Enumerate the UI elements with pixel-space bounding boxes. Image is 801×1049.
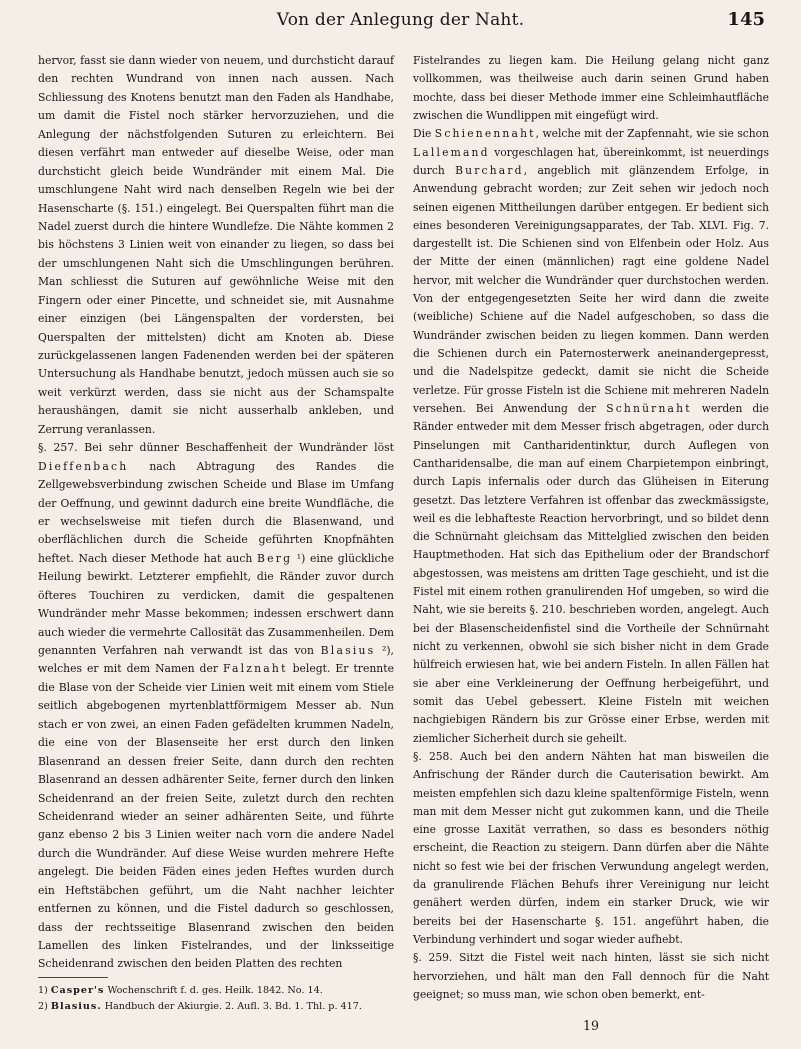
footnote-2: 2) Blasius. Handbuch der Akiurgie. 2. Aufl. 3. Bd. 1. Thl. p. 417. [38,1001,362,1012]
author-name: Lallemand [413,145,490,159]
technique-name: Falznaht [223,662,288,676]
left-column [38,52,394,974]
author-name: Dieffenbach [38,459,129,473]
signature-mark: 19 [582,1018,600,1033]
technique-name: Schnürnaht [606,401,692,415]
technique-name: Schienennaht [434,127,536,141]
right-column [413,52,769,1004]
running-title: Von der Anlegung der Naht. [276,10,525,30]
footnote-1: 1) Casper's Wochenschrift f. d. ges. Heilk. 1842. No. 14. [38,985,323,996]
running-header [0,0,801,44]
paragraph-schienennaht: Die Schienennaht, welche mit der Zapfennaht, wie sie schon Lallemand vorgeschlagen hat, übereinkommt, ist neuerdings durch Burchard, angeblich mit glänzendem Erfolge, in Anwendung gebracht worden; zur Zeit sehen wir jedoch noch seinen eigenen Mittheilungen darüber entgegen. Er bedient sich eines besonderen Vereinigungsapparates, der Tab. XLVI. Fig. 7. dargestellt ist. Die Schienen sind von Elfenbein oder Holz. Aus der Mitte der einen (männlichen) ragt eine goldene Nadel hervor, mit welcher die Wundränder quer durchstochen werden. Von der entgegengesetzten Seite her wird dann die zweite (weibliche) Schiene auf die Nadel aufgeschoben, so dass die Wundränder zwischen beiden zu liegen kommen. Dann werden die Schienen durch ein Paternosterwerk aneinandergepresst, und die Nadelspitze gedeckt, damit sie nicht die Scheide verletze. Für grosse Fisteln ist die Schiene mit mehreren Nadeln versehen. Bei Anwendung der Schnürnaht werden die Ränder entweder mit dem Messer frisch abgetragen, oder durch Pinselungen mit Cantharidentinktur, durch Auflegen von Cantharidensalbe, die man auf einem Charpietempon einbringt, durch Lapis infernalis oder durch das Glüheisen in Eiterung gesetzt. Das letztere Verfahren ist offenbar das zweckmässigste, weil es die lebhafteste Reaction hervorbringt, und so bildet denn die Schnürnaht gleichsam das Mittelglied zwischen den beiden Hauptmethoden. Hat sich das Epithelium oder der Brandschorf abgestossen, was meistens am dritten Tage geschieht, und ist die Fistel mit einem rothen granulirenden Hof umgeben, so wird die Naht, wie sie bereits §. 210. beschrieben worden, angelegt. Auch bei der Blasenscheidenfistel sind die Vortheile der Schnürnaht nicht zu verkennen, obwohl sie sich bisher nicht in dem Grade hülfreich erwiesen hat, wie bei andern Fisteln. In allen Fällen hat sie aber eine Verkleinerung der Oeffnung herbeigeführt, und somit das Uebel gebessert. Kleine Fisteln mit weichen nachgiebigen Rändern bis zur Grösse einer Erbse, werden mit ziemlicher Sicherheit durch sie geheilt. [413,127,769,745]
paragraph-258: §. 258. Auch bei den andern Nähten hat man bisweilen die Anfrischung der Ränder durch die Cauterisation bewirkt. Am meisten empfehlen sich dazu kleine spaltenförmige Fisteln, wenn man mit dem Messer nicht gut zukommen kann, und die Theile eine grosse Laxität verrathen, so dass es besonders nöthig erscheint, die Reaction zu steigern. Dann dürfen aber die Nähte nicht so fest wie bei der frischen Verwundung angelegt werden, da granulirende Flächen Behufs ihrer Vereinigung nur leicht genähert werden dürfen, indem ein starker Druck, wie wir bereits bei der Hasenscharte §. 151. angeführt haben, die Verbindung verhindert und sogar wieder aufhebt. [413,749,769,946]
page-number: 145 [727,9,765,30]
paragraph-continuation: hervor, fasst sie dann wieder von neuem, und durchsticht darauf den rechten Wundrand von innen nach aussen. Nach Schliessung des Knotens benutzt man den Faden als Handhabe, um damit die Fistel noch stärker hervorzuziehen, und die Anlegung der nächstfolgenden Suturen zu erleichtern. Bei diesen verfährt man entweder auf dieselbe Weise, oder man durchsticht gleich beide Wundränder mit einem Mal. Die umschlungene Naht wird nach denselben Regeln wie bei der Hasenscharte (§. 151.) eingelegt. Bei Querspalten führt man die Nadel zuerst durch die hintere Wundlefze. Die Nähte kommen 2 bis höchstens 3 Linien weit von einander zu liegen, so dass bei der umschlungenen Naht sich die Umschlingungen berühren. Man schliesst die Suturen auf gewöhnliche Weise mit den Fingern oder einer Pincette, und schneidet sie, mit Ausnahme einer einzigen (bei Längenspalten der vordersten, bei Querspalten der mittelsten) dicht am Knoten ab. Diese zurückgelassenen langen Fadenenden werden bei der späteren Untersuchung als Handhabe benutzt, jedoch müssen auch sie so weit verkürzt werden, dass sie nicht aus der Schamspalte heraushängen, damit sie nicht ausserhalb ankleben, und Zerrung veranlassen. [38,54,394,436]
paragraph-257: §. 257. Bei sehr dünner Beschaffenheit der Wundränder löst Dieffenbach nach Abtragung des Randes die Zellgewebsverbindung zwischen Scheide und Blase im Umfang der Oeffnung, und gewinnt dadurch eine breite Wundfläche, die er wechselsweise mit tiefen durch die Blasenwand, und oberflächlichen durch die Scheide geführten Knopfnähten heftet. Nach dieser Methode hat auch Berg ¹) eine glückliche Heilung bewirkt. Letzterer empfiehlt, die Ränder zuvor durch öfteres Touchiren zu verdicken, damit die gespaltenen Wundränder mehr Masse bekommen; indessen erschwert dann auch wieder die vermehrte Callosität das Zusammenheilen. Dem genannten Verfahren nah verwandt ist das von Blasius ²), welches er mit dem Namen der Falznaht belegt. Er trennte die Blase von der Scheide vier Linien weit mit einem vom Stiele seitlich abgebogenen myrtenblattförmigem Messer ab. Nun stach er von zwei, an einen Faden gefädelten krummen Nadeln, die eine von der Blasenseite her erst durch den linken Blasenrand an dessen freier Seite, dann durch den rechten Blasenrand an dessen adhärenter Seite, ferner durch den linken Scheidenrand an der freien Seite, zuletzt durch den rechten Scheidenrand wieder an seiner adhärenten Seite, und führte ganz ebenso 2 bis 3 Linien weiter nach vorn die andere Nadel durch die Wundränder. Auf diese Weise wurden mehrere Hefte angelegt. Die beiden Fäden eines jeden Heftes wurden durch ein Heftstäbchen geführt, um die Naht nachher leichter entfernen zu können, und die Fistel dadurch so geschlossen, dass der rechtsseitige Blasenrand zwischen den beiden Lamellen des linken Fistelrandes, und der linksseitige Scheidenrand zwischen den beiden Platten des rechten [38,441,394,971]
author-name: Burchard [455,163,524,177]
author-name: Blasius [320,644,376,657]
paragraph-259: §. 259. Sitzt die Fistel weit nach hinten, lässt sie sich nicht hervorziehen, und hält man den Fall dennoch für die Naht geeignet; so muss man, wie schon oben bemerkt, ent- [413,951,769,1001]
paragraph-continuation: Fistelrandes zu liegen kam. Die Heilung gelang nicht ganz vollkommen, was theilweise auch darin seinen Grund haben mochte, dass bei dieser Methode immer eine Schleimhautfläche zwischen die Wundlippen mit eingefügt wird. [413,54,769,122]
footnote-separator [38,977,108,978]
author-name: Berg [256,551,293,565]
footnotes [38,983,394,1015]
